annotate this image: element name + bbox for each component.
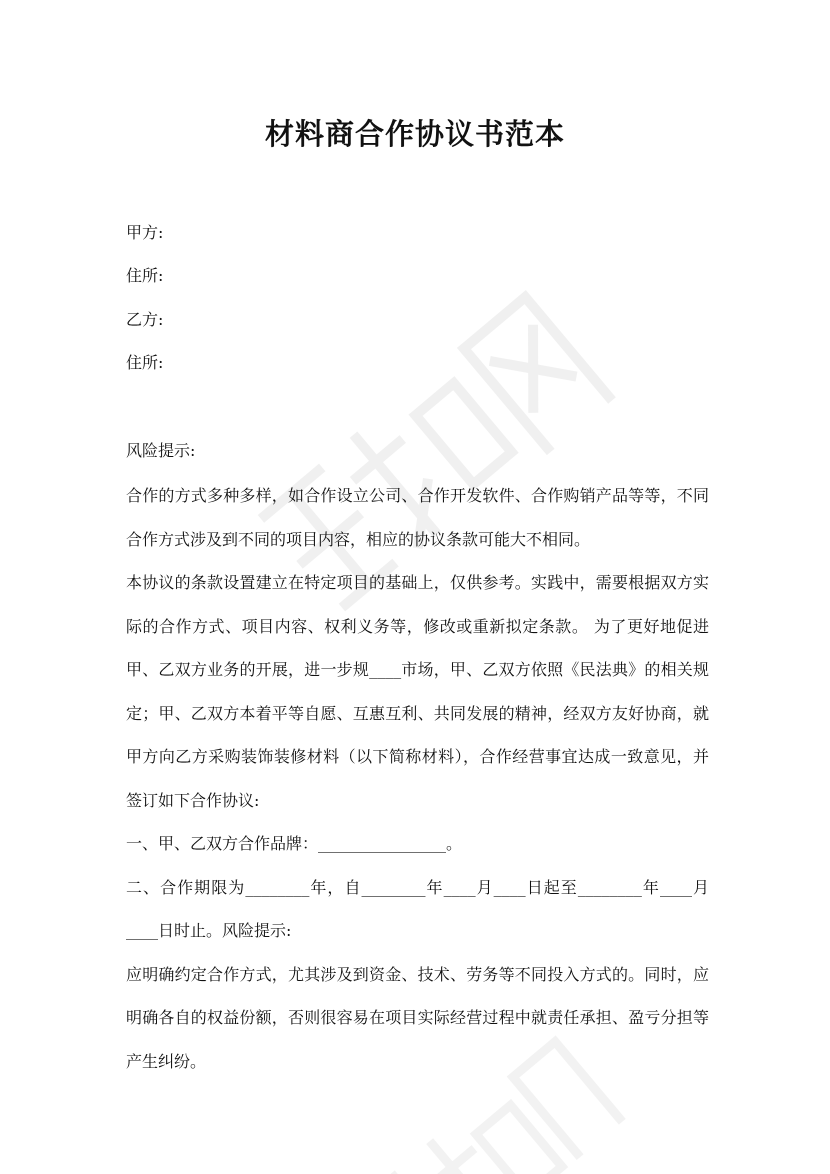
party-a-address-label: 住所: [126,266,164,285]
party-a-label: 甲方: [126,223,164,242]
document-title: 材料商合作协议书范本 [264,117,565,151]
paragraph-clause-brand: 一、甲、乙双方合作品牌：________________。 [126,834,463,853]
risk-heading: 风险提示: [126,441,196,460]
document-body [126,474,709,1083]
party-b-address-label: 住所: [126,353,164,372]
paragraph-agreement-basis: 本协议的条款设置建立在特定项目的基础上，仅供参考。实践中，需要根据双方实际的合作方式、项目内容、权利义务等，修改或重新拟定条款。 为了更好地促进甲、乙双方业务的开展，进一步规____市场，甲、乙双方依照《民法典》的相关规定；甲、乙双方本着平等自愿、互惠互利、共同发展的精神，经双方友好协商，就甲方向乙方采购装饰装修材料（以下简称材料），合作经营事宜达成一致意见，并签订如下合作协议: [126,573,709,810]
paragraph-cooperation-methods: 合作的方式多种多样，如合作设立公司、合作开发软件、合作购销产品等等，不同合作方式涉及到不同的项目内容，相应的协议条款可能大不相同。 [126,486,709,549]
paragraph-clause-term: 二、合作期限为________年，自________年____月____日起至________年____月____日时止。风险提示: [126,877,709,940]
paragraph-risk-note: 应明确约定合作方式，尤其涉及到资金、技术、劳务等不同投入方式的。同时，应明确各自的权益份额，否则很容易在项目实际经营过程中就责任承担、盈亏分担等产生纠纷。 [126,964,709,1071]
party-b-label: 乙方: [126,310,164,329]
